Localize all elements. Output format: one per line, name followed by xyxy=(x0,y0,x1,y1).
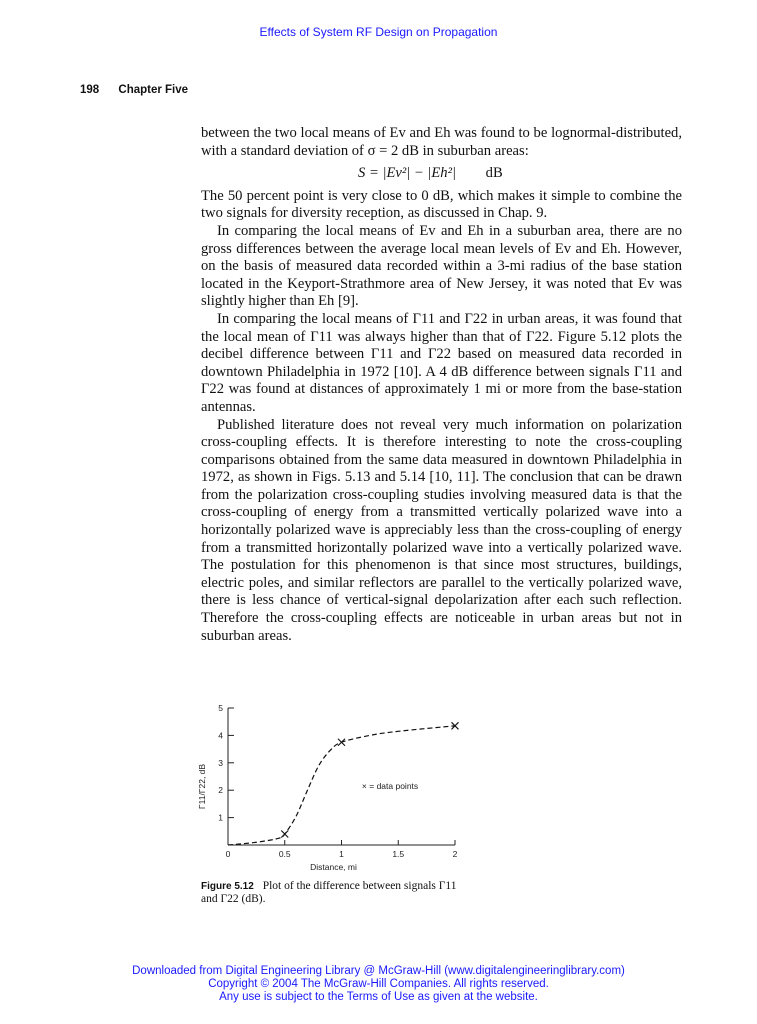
y-axis-label: Γ11/Γ22, dB xyxy=(197,763,207,810)
paragraph-2: The 50 percent point is very close to 0 dB, which makes it simple to combine the two signals for diversity reception, as discussed in Chap. 9. xyxy=(201,187,682,222)
data-point-marker xyxy=(338,739,345,746)
data-point-marker xyxy=(281,831,288,838)
y-tick-label: 4 xyxy=(218,730,223,741)
figure-label: Figure 5.12 xyxy=(201,881,254,892)
figure-caption xyxy=(201,880,471,906)
legend-label: × = data points xyxy=(361,780,419,791)
x-tick-label: 1 xyxy=(339,849,344,859)
y-tick-label: 5 xyxy=(218,703,223,713)
footer-copyright: Copyright © 2004 The McGraw-Hill Companies. All rights reserved. xyxy=(208,978,549,990)
x-tick-label: 0 xyxy=(225,849,231,859)
footer-terms-link[interactable]: Any use is subject to the Terms of Use as given at the website. xyxy=(219,991,538,1003)
page-number: 198 xyxy=(80,84,100,96)
body-text xyxy=(201,125,682,645)
page-header xyxy=(80,84,188,96)
y-tick-label: 1 xyxy=(218,812,223,823)
running-header-link[interactable]: Effects of System RF Design on Propagation xyxy=(259,25,498,39)
equation-expression: S = |Ev²| − |Eh²| xyxy=(358,165,456,182)
footer-download-link[interactable]: Downloaded from Digital Engineering Library @ McGraw-Hill (www.digitalengineeringlibrary.com) xyxy=(132,965,625,977)
x-tick-label: 0.5 xyxy=(278,849,291,859)
y-tick-label: 3 xyxy=(218,757,223,768)
figure-caption-text: Plot of the difference between signals Γ11 and Γ22 (dB). xyxy=(201,880,457,905)
y-tick-label: 2 xyxy=(218,785,223,796)
paragraph-3: In comparing the local means of Ev and Eh in a suburban area, there are no gross differences between the average local mean levels of Ev and Eh. However, on the basis of measured data recorded within a 3-mi radius of the base station located in the Keyport-Strathmore area of New Jersey, it was noted that Ev was slightly higher than Eh [9]. xyxy=(201,222,682,310)
line-chart xyxy=(190,700,480,878)
chapter-title: Chapter Five xyxy=(118,84,189,96)
paragraph-1: between the two local means of Ev and Eh was found to be lognormal-distributed, with a standard deviation of σ = 2 dB in suburban areas: xyxy=(201,125,682,159)
x-axis-label: Distance, mi xyxy=(310,862,357,872)
figure-5-12 xyxy=(190,700,480,878)
equation-unit: dB xyxy=(485,165,503,182)
footer xyxy=(0,965,757,1004)
paragraph-5: Published literature does not reveal very much information on polarization cross-coupling effects. It is therefore interesting to note the cross-coupling comparisons obtained from the same data measured in downtown Philadelphia in 1972, as shown in Figs. 5.13 and 5.14 [10, 11]. The conclusion that can be drawn from the polarization cross-coupling studies involving measured data is that the cross-coupling of energy from a transmitted vertically polarized wave into a horizontally polarized wave is appreciably less than the cross-coupling of energy from a transmitted horizontally polarized wave into a vertically polarized wave. The postulation for this phenomenon is that since most structures, buildings, electric poles, and similar reflectors are parallel to the vertically polarized wave, there is less chance of vertical-signal depolarization after each such reflection. Therefore the cross-coupling effects are noticeable in urban areas but not in suburban areas. xyxy=(201,416,682,644)
series-line xyxy=(228,726,455,845)
equation xyxy=(358,165,682,183)
x-tick-label: 1.5 xyxy=(392,849,405,859)
paragraph-4: In comparing the local means of Γ11 and Γ22 in urban areas, it was found that the local mean of Γ11 was always higher than that of Γ22. Figure 5.12 plots the decibel difference between Γ11 and Γ22 based on measured data recorded in downtown Philadelphia in 1972 [10]. A 4 dB difference between signals Γ11 and Γ22 was found at distances of approximately 1 mi or more from the base-station antennas. xyxy=(201,310,682,415)
x-tick-label: 2 xyxy=(452,849,458,859)
